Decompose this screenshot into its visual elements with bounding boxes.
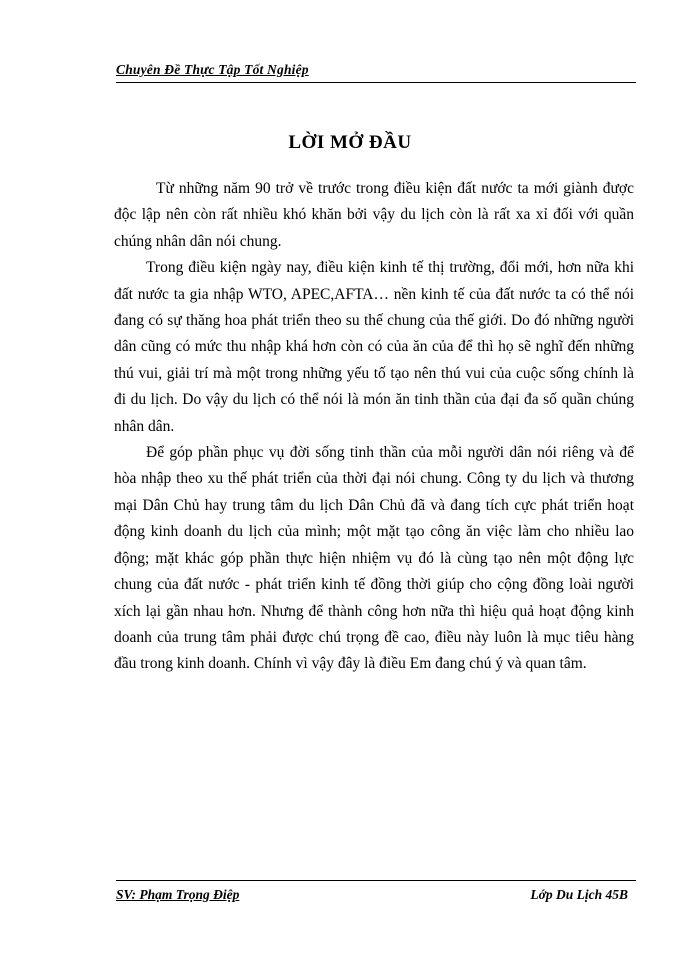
footer-student-name: SV: Phạm Trọng Điệp xyxy=(116,887,240,902)
header-title: Chuyên Đề Thực Tập Tốt Nghiệp xyxy=(116,62,309,77)
document-title: LỜI MỞ ĐẦU xyxy=(288,132,412,153)
footer-class-name: Lớp Du Lịch 45B xyxy=(530,887,628,902)
paragraph-3: Để góp phần phục vụ đời sống tinh thần của mỗi người dân nói riêng và để hòa nhập theo xu thế phát triển của thời đại nói chung. Công ty du lịch và thương mại Dân Chủ hay trung tâm du lịch Dân Chủ đã và đang tích cực phát triển hoạt động kinh doanh du lịch của mình; một mặt tạo công ăn việc làm cho nhiều lao động; mặt khác góp phần thực hiện nhiệm vụ đó là cùng tạo nên một động lực chung của đất nước - phát triển kinh tế đồng thời giúp cho cộng đồng loài người xích lại gần nhau hơn. Nhưng để thành công hơn nữa thì hiệu quả hoạt động kinh doanh của trung tâm phải được chú trọng đề cao, điều này luôn là mục tiêu hàng đầu trong kinh doanh. Chính vì vậy đây là điều Em đang chú ý và quan tâm. xyxy=(114,444,634,673)
page-header xyxy=(116,60,636,83)
page-footer xyxy=(116,880,636,903)
paragraph-1: Từ những năm 90 trở về trước trong điều kiện đất nước ta mới giành được độc lập nên còn rất nhiều khó khăn bởi vậy du lịch còn là rất xa xỉ đối với quần chúng nhân dân nói chung. xyxy=(114,180,634,250)
document-body xyxy=(114,176,634,678)
paragraph-2: Trong điều kiện ngày nay, điều kiện kinh tế thị trường, đổi mới, hơn nữa khi đất nước ta gia nhập WTO, APEC,AFTA… nền kinh tế của đất nước ta có thể nói đang có sự thăng hoa phát triển theo su thế chung của thế giới. Do đó những người dân cũng có mức thu nhập khá hơn còn có của ăn của để thì họ sẽ nghĩ đến những thú vui, giải trí mà một trong những yếu tố tạo nên thú vui của cuộc sống chính là đi du lịch. Do vậy du lịch có thể nói là món ăn tinh thần của đại đa số quần chúng nhân dân. xyxy=(114,259,634,435)
